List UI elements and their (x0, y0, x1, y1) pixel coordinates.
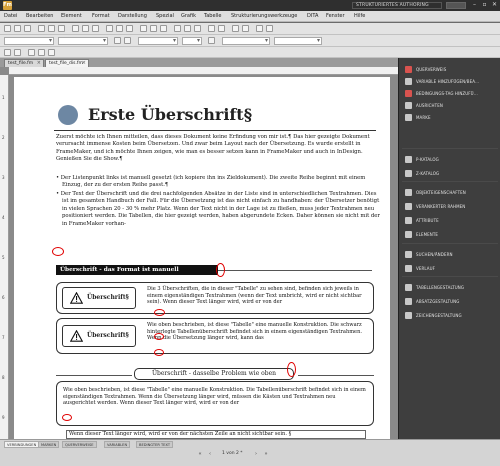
rounded-table-box-1 (56, 282, 374, 314)
italic-format-icon[interactable] (124, 37, 131, 44)
panel-objekteigenschaften[interactable] (399, 187, 500, 198)
first-page-icon[interactable]: « (198, 451, 202, 457)
panel-p-katalog[interactable] (399, 154, 500, 165)
rounded-table-box-2 (56, 318, 374, 354)
heading-bullet-circle (58, 105, 78, 125)
page-indicator: 1 von 2 * (222, 451, 243, 456)
panel-marke[interactable] (399, 112, 500, 123)
vertical-ruler: 1 2 3 4 5 6 7 8 9 (0, 75, 9, 439)
variable-icon[interactable] (242, 25, 249, 32)
character-designer-icon (405, 312, 412, 319)
next-page-icon[interactable]: › (255, 451, 257, 457)
document-heading[interactable]: Erste Überschrift§ (88, 105, 253, 124)
panel-label: VERANKERTER RAHMEN (416, 204, 466, 209)
panel-label: ELEMENTE (416, 232, 439, 237)
menu-datei[interactable]: Datei (4, 13, 18, 19)
minimize-icon[interactable]: – (473, 1, 476, 8)
panel-verankerter-rahmen[interactable] (399, 201, 500, 212)
paragraph-format-select[interactable] (4, 37, 54, 45)
menu-darstellung[interactable]: Darstellung (118, 13, 147, 19)
tab-bedingter-text[interactable]: BEDINGTER TEXT (136, 441, 173, 448)
close-icon[interactable]: ✕ (491, 1, 498, 8)
align-left-icon[interactable] (174, 25, 181, 32)
annotation-circle (216, 263, 225, 277)
menu-strukturierungswerkzeuge[interactable]: Strukturierungswerkzeuge (231, 13, 298, 19)
panel-attribute[interactable] (399, 215, 500, 226)
close-tab-icon[interactable]: × (81, 60, 86, 66)
last-page-icon[interactable]: » (264, 451, 268, 457)
wrap-element-icon[interactable] (38, 49, 45, 56)
panel-label: VARIABLE HINZUFÜGEN/BEA... (416, 79, 480, 84)
undo-icon[interactable] (48, 25, 55, 32)
panel-label: ZEICHENGESTALTUNG (416, 313, 462, 318)
panel-label: P-KATALOG (416, 157, 439, 162)
document-window (0, 67, 398, 439)
cut-icon[interactable] (72, 25, 79, 32)
condition-tag-icon (405, 90, 412, 97)
text-color-icon[interactable] (208, 37, 215, 44)
bullet-paragraph-2[interactable]: • Der Text der Überschrift und die drei nachfolgenden Absätze in der Liste sind in unterschiedlichen Textrahmen. Dies ist im gesamten Handbuch der Fall. Für die Übersetzung ist das nicht einfach zu handhaben: der Übersetzer benötigt in vielen Sprachen 20 - 30 % mehr Platz. Wenn der Text nicht in der Lage ist zu fließen, muss jeder Textrahmen neu positioniert werden. Die Tabellen, die hier gezeigt werden, haben abgerundete Ecken. Daher können sie nicht mit der in FrameMaker vorhan- (56, 191, 380, 227)
standard-toolbar (0, 23, 500, 35)
menu-bar (0, 11, 500, 22)
italic-icon[interactable] (150, 25, 157, 32)
panel-zeichengestaltung[interactable] (399, 310, 500, 321)
cross-reference-icon[interactable] (232, 25, 239, 32)
panel-elemente[interactable] (399, 229, 500, 240)
attribute-icon[interactable] (218, 25, 225, 32)
paragraph-catalog-icon (405, 156, 412, 163)
annotation-circle (287, 362, 296, 377)
align-right-icon[interactable] (194, 25, 201, 32)
zoom-icon[interactable] (256, 25, 263, 32)
history-icon (405, 265, 412, 272)
heading-rule (54, 130, 376, 131)
panel-label: TABELLENGESTALTUNG (416, 285, 465, 290)
workspace-switcher[interactable]: STRUKTURIERTES AUTHORING (352, 2, 442, 9)
copy-icon[interactable] (82, 25, 89, 32)
element-icon[interactable] (208, 25, 215, 32)
tab-test-file[interactable] (4, 59, 44, 67)
menu-spezial[interactable]: Spezial (156, 13, 174, 19)
align-center-icon[interactable] (184, 25, 191, 32)
variable-icon (405, 78, 412, 85)
panel-z-katalog[interactable] (399, 168, 500, 179)
panel-label: OBJEKTEIGENSCHAFTEN (416, 190, 466, 195)
annotation-circle (62, 414, 72, 421)
panel-absatzgestaltung[interactable] (399, 296, 500, 307)
maximize-icon[interactable]: ▫ (482, 1, 487, 8)
validate-icon[interactable] (4, 49, 11, 56)
table-designer-icon (405, 284, 412, 291)
section-header-manual-format[interactable]: Überschrift - das Format ist manuell (56, 265, 218, 275)
insert-image-icon[interactable] (126, 25, 133, 32)
annotation-circle (154, 309, 165, 316)
box-text[interactable]: Wie oben beschrieben, ist diese "Tabelle" eine manuelle Konstruktion. Die schwarz hinterlegte Tabellenüberschrift befindet sich in einem eigenständigen Textrahmen. Wenn die Übersetzung länger wird, kann das (147, 322, 362, 342)
menu-grafik[interactable]: Grafik (181, 13, 197, 19)
attributes-icon (405, 217, 412, 224)
panel-label: BEDINGUNGS-TAG HINZUFÜ... (416, 91, 478, 96)
panel-divider (402, 243, 498, 244)
attribute-select[interactable] (274, 37, 322, 45)
framemaker-logo: Fm (3, 2, 12, 8)
panel-label: ATTRIBUTE (416, 218, 439, 223)
structure-view-icon[interactable] (14, 49, 21, 56)
panel-tabellengestaltung[interactable] (399, 282, 500, 293)
tab-label: test_file.fm (8, 61, 34, 66)
font-select[interactable] (138, 37, 178, 45)
section-divider (218, 270, 372, 271)
box-text[interactable]: Wie oben beschrieben, ist diese "Tabelle" eine manuelle Konstruktion. Die Tabellenüberschrift befindet sich in einem eigenständigen Textrahmen. Wenn die Übersetzung länger wird, müssen die Kästen und Textrahmen neu ausgerichtet werden. Wenn dieser Text länger wird, wird er von der (63, 387, 366, 407)
menu-fenster[interactable]: Fenster (326, 13, 345, 19)
panel-suchen-aendern[interactable] (399, 249, 500, 260)
font-size-select[interactable] (182, 37, 202, 45)
tab-variablen[interactable]: VARIABLEN (104, 441, 130, 448)
tab-label: test_file_dis.fm (49, 61, 83, 66)
underline-icon[interactable] (160, 25, 167, 32)
panel-label: VERLAUF (416, 266, 436, 271)
panel-label: MARKE (416, 115, 431, 120)
close-tab-icon[interactable]: × (36, 60, 41, 66)
section-rule-right (298, 375, 374, 376)
align-icon (405, 102, 412, 109)
character-catalog-icon (405, 170, 412, 177)
section-header-same-problem[interactable]: Überschrift - dasselbe Problem wie oben (134, 368, 294, 380)
help-search-input[interactable] (446, 2, 466, 9)
structure-toolbar (0, 47, 500, 58)
menu-hilfe[interactable]: Hilfe (354, 13, 366, 19)
prev-page-icon[interactable]: ‹ (209, 451, 211, 457)
document-page[interactable] (14, 77, 390, 439)
box-text[interactable]: Die 3 Überschriften, die in dieser "Tabelle" zu sehen sind, befinden sich jeweils in einem eigenständigen Textrahmen (wenn der Text umbricht, wird er nicht sichtbar sein). Wenn dieser Text länger wird, wird er von der (147, 286, 362, 306)
new-document-icon[interactable] (4, 25, 11, 32)
character-format-select[interactable] (58, 37, 108, 45)
warning-label-box (62, 325, 136, 347)
warning-label[interactable]: Überschrift§ (87, 294, 129, 301)
tab-test-file-dis[interactable] (45, 59, 89, 67)
redo-icon[interactable] (58, 25, 65, 32)
panel-ausrichten[interactable] (399, 100, 500, 111)
print-icon[interactable] (38, 25, 45, 32)
marker-icon (405, 114, 412, 121)
panel-divider (402, 276, 498, 277)
panel-divider (402, 148, 498, 149)
panel-divider (402, 181, 498, 182)
open-icon[interactable] (14, 25, 21, 32)
warning-label[interactable]: Überschrift§ (87, 332, 129, 339)
bullet-paragraph-1[interactable]: • Der Listenpunkt links ist manuell gesetzt (ich kopiere ihn ins Zieldokument). Die zweite Reihe beginnt mit einem Einzug, der zu der ersten Reihe passt.¶ (56, 175, 366, 189)
annotation-circle (154, 349, 164, 356)
menu-bearbeiten[interactable]: Bearbeiten (26, 13, 54, 19)
title-bar (0, 0, 500, 11)
view-icon[interactable] (266, 25, 273, 32)
insert-table-icon[interactable] (116, 25, 123, 32)
warning-triangle-icon (70, 292, 83, 304)
panel-label: Z-KATALOG (416, 171, 440, 176)
tab-verbindungen[interactable]: VERBINDUNGEN (4, 441, 39, 448)
panel-querverweis[interactable] (399, 64, 500, 75)
rounded-table-box-3 (56, 381, 374, 426)
tab-querverweise[interactable]: QUERVERWEISE (62, 441, 97, 448)
change-element-icon[interactable] (48, 49, 55, 56)
paragraph-designer-icon (405, 298, 412, 305)
spelling-icon[interactable] (106, 25, 113, 32)
bold-format-icon[interactable] (114, 37, 121, 44)
format-toolbar (0, 35, 500, 47)
panel-dock (398, 58, 500, 439)
panel-verlauf[interactable] (399, 263, 500, 274)
panel-label: ABSATZGESTALTUNG (416, 299, 460, 304)
menu-tabelle[interactable]: Tabelle (204, 13, 222, 19)
tab-marken[interactable]: MARKEN (38, 441, 59, 448)
warning-label-box (62, 287, 136, 309)
warning-triangle-icon (70, 330, 83, 342)
panel-variable[interactable] (399, 76, 500, 87)
crossref-icon (405, 66, 412, 73)
object-properties-icon (405, 189, 412, 196)
find-change-icon (405, 251, 412, 258)
anchored-frame-icon (405, 203, 412, 210)
insert-element-icon[interactable] (28, 49, 35, 56)
panel-label: QUERVERWEIS (416, 67, 447, 72)
element-select[interactable] (222, 37, 270, 45)
panel-bedingungs-tag[interactable] (399, 88, 500, 99)
menu-format[interactable]: Format (92, 13, 110, 19)
annotation-circle (52, 247, 64, 256)
panel-label: SUCHEN/ÄNDERN (416, 252, 453, 257)
status-bar (0, 439, 500, 466)
intro-paragraph[interactable]: Zuerst möchte ich Ihnen mitteilen, dass dieses Dokument keine Erfindung von mir ist.¶ Das hier gezeigte Dokument verursacht immense Kosten beim Übersetzen. Und zwar beim Layout nach der Übersetzung. Es wurde erstellt in FrameMaker, und ich möchte Ihnen zeigen, wie man es besser setzen kann in FrameMaker und auch in InDesign. Genießen Sie die Show.¶ (56, 134, 370, 163)
elements-icon (405, 231, 412, 238)
menu-element[interactable]: Element (61, 13, 82, 19)
horizontal-ruler (9, 67, 398, 75)
section-rule-left (56, 375, 132, 376)
bottom-text-frame[interactable]: Wenn dieser Text länger wird, wird er von der nächsten Zeile an nicht sichtbar sein. § (66, 430, 366, 439)
document-tabs (0, 58, 398, 67)
panel-label: AUSRICHTEN (416, 103, 443, 108)
paste-icon[interactable] (92, 25, 99, 32)
menu-dita[interactable]: DITA (307, 13, 319, 19)
bold-icon[interactable] (140, 25, 147, 32)
save-icon[interactable] (24, 25, 31, 32)
annotation-circle (154, 333, 164, 340)
